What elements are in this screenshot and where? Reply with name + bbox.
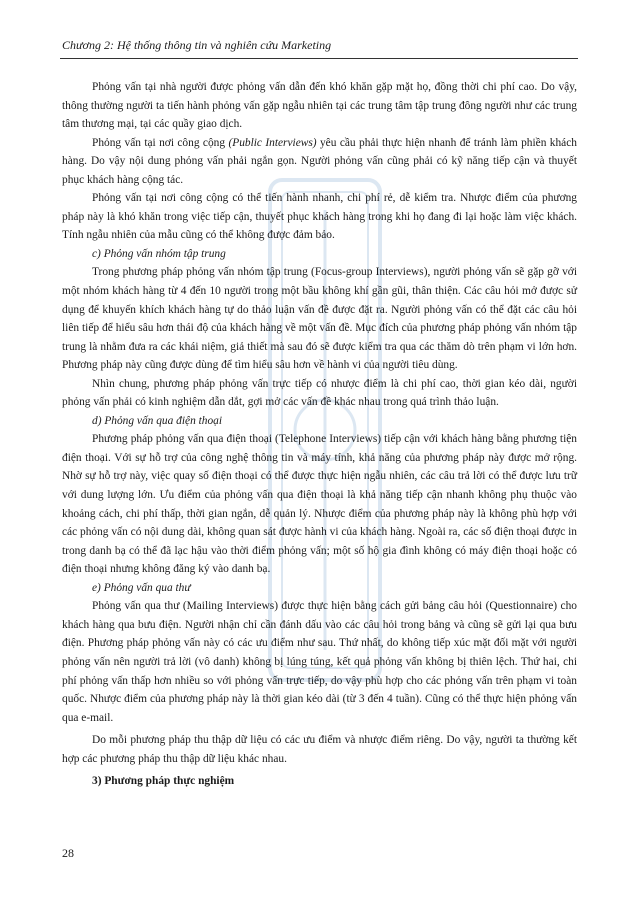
paragraph-text: yêu cầu phải thực hiện nhanh để tránh làm phiền khách hàng. Do vậy nội dung phỏng vấn phải ngắn gọn. Người phỏng vấn cũng phải có kỹ năng tiếp cận và thuyết phục khách hàng cộng tác.	[62, 136, 577, 186]
subsection-heading: c) Phỏng vấn nhóm tập trung	[92, 247, 226, 260]
paragraph: Nhìn chung, phương pháp phỏng vấn trực tiếp có nhược điểm là chi phí cao, thời gian kéo dài, người phỏng vấn phải có kinh nghiệm dẫn dắt, gợi mở các vấn đề khác nhau trong quá trình thảo luận.	[62, 377, 577, 409]
paragraph: Phỏng vấn qua thư (Mailing Interviews) được thực hiện bằng cách gửi bảng câu hỏi (Questionnaire) cho khách hàng qua bưu điện. Người nhận chỉ cần đánh dấu vào các câu hỏi trong bảng và cũng sẽ gửi lại qua bưu điện. Phương pháp phỏng vấn này có các ưu điểm như sau. Thứ nhất, do không tiếp xúc mặt đối mặt với người phỏng vấn nên người trả lời (vô danh) không bị lúng túng, kết quả phỏng vấn không bị thiên lệch. Thứ hai, chi phí phỏng vấn thấp hơn nhiều so với phỏng vấn trực tiếp, do vậy phù hợp cho các phỏng vấn trên phạm vi toàn quốc. Nhược điểm của phương pháp này là thời gian kéo dài (từ 3 đến 4 tuần). Cũng có thể thực hiện phỏng vấn qua e-mail.	[62, 600, 577, 724]
subsection-heading: d) Phỏng vấn qua điện thoại	[92, 414, 223, 427]
paragraph: Phỏng vấn tại nhà người được phỏng vấn dẫn đến khó khăn gặp mặt họ, đồng thời chi phí cao. Do vậy, thông thường người ta tiến hành phỏng vấn gặp ngẫu nhiên tại các trung tâm tập trung đông người như các trung tâm thương mại, tại các quầy giao dịch.	[62, 81, 577, 131]
running-header: Chương 2: Hệ thống thông tin và nghiên cứu Marketing	[62, 38, 332, 52]
paragraph-italic-term: (Public Interviews)	[228, 136, 317, 149]
header-rule	[60, 58, 578, 59]
paragraph-text: Phỏng vấn tại nơi công cộng	[92, 136, 229, 149]
subsection-heading: e) Phỏng vấn qua thư	[92, 581, 191, 594]
paragraph	[62, 134, 577, 190]
body-text	[62, 78, 577, 791]
paragraph: Do mỗi phương pháp thu thập dữ liệu có các ưu điểm và nhược điểm riêng. Do vậy, người ta thường kết hợp các phương pháp thu thập dữ liệu khác nhau.	[62, 734, 577, 765]
paragraph: Phỏng vấn tại nơi công cộng có thể tiến hành nhanh, chi phí rẻ, dễ kiểm tra. Nhược điểm của phương pháp này là khó khăn trong việc tiếp cận, thuyết phục khách hàng trong khi họ đang đi lại hoặc làm việc khách. Tính ngẫu nhiên của mẫu cũng có thể không được đảm bảo.	[62, 192, 577, 242]
page-number: 28	[62, 846, 74, 860]
paragraph: Phương pháp phỏng vấn qua điện thoại (Telephone Interviews) tiếp cận với khách hàng bằng phương tiện điện thoại. Với sự hỗ trợ của công nghệ thông tin và máy tính, khả năng của phương pháp này được mở rộng. Nhờ sự hỗ trợ này, việc quay số điện thoại có thể được thực hiện ngẫu nhiên, các câu trả lời có thể được lưu trữ với dung lượng lớn. Ưu điểm của phỏng vấn qua điện thoại là khả năng tiếp cận nhanh không phụ thuộc vào khoảng cách, chi phí thấp, thời gian ngắn, dễ quản lý. Nhược điểm của phương pháp này là không phù hợp với các phỏng vấn có nội dung dài, không quan sát được hành vi của khách hàng. Ngoài ra, các số điện thoại được in trong danh bạ có thể đã lạc hậu vào thời điểm phỏng vấn; một số hộ gia đình không có máy điện thoại hoặc có điện thoại nhưng không đăng ký vào danh bạ.	[62, 433, 577, 576]
section-heading: 3) Phương pháp thực nghiệm	[92, 775, 235, 788]
paragraph: Trong phương pháp phỏng vấn nhóm tập trung (Focus-group Interviews), người phỏng vấn sẽ gặp gỡ với một nhóm khách hàng từ 4 đến 10 người trong một bầu không khí gần gũi, thân thiện. Các câu hỏi mở được sử dụng để khuyến khích khách hàng tự do thảo luận vấn đề được đặt ra. Người phỏng vấn có thể đặt các câu hỏi liên tiếp để hiểu sâu hơn thái độ của khách hàng về một vấn đề. Mục đích của phương pháp phỏng vấn nhóm tập trung là nhằm đưa ra các khái niệm, giả thiết mà sau đó sẽ được kiểm tra qua các thăm dò trên phạm vi lớn hơn. Phương pháp này cũng được dùng để tìm hiểu sâu hơn về hành vi của người tiêu dùng.	[62, 266, 577, 372]
